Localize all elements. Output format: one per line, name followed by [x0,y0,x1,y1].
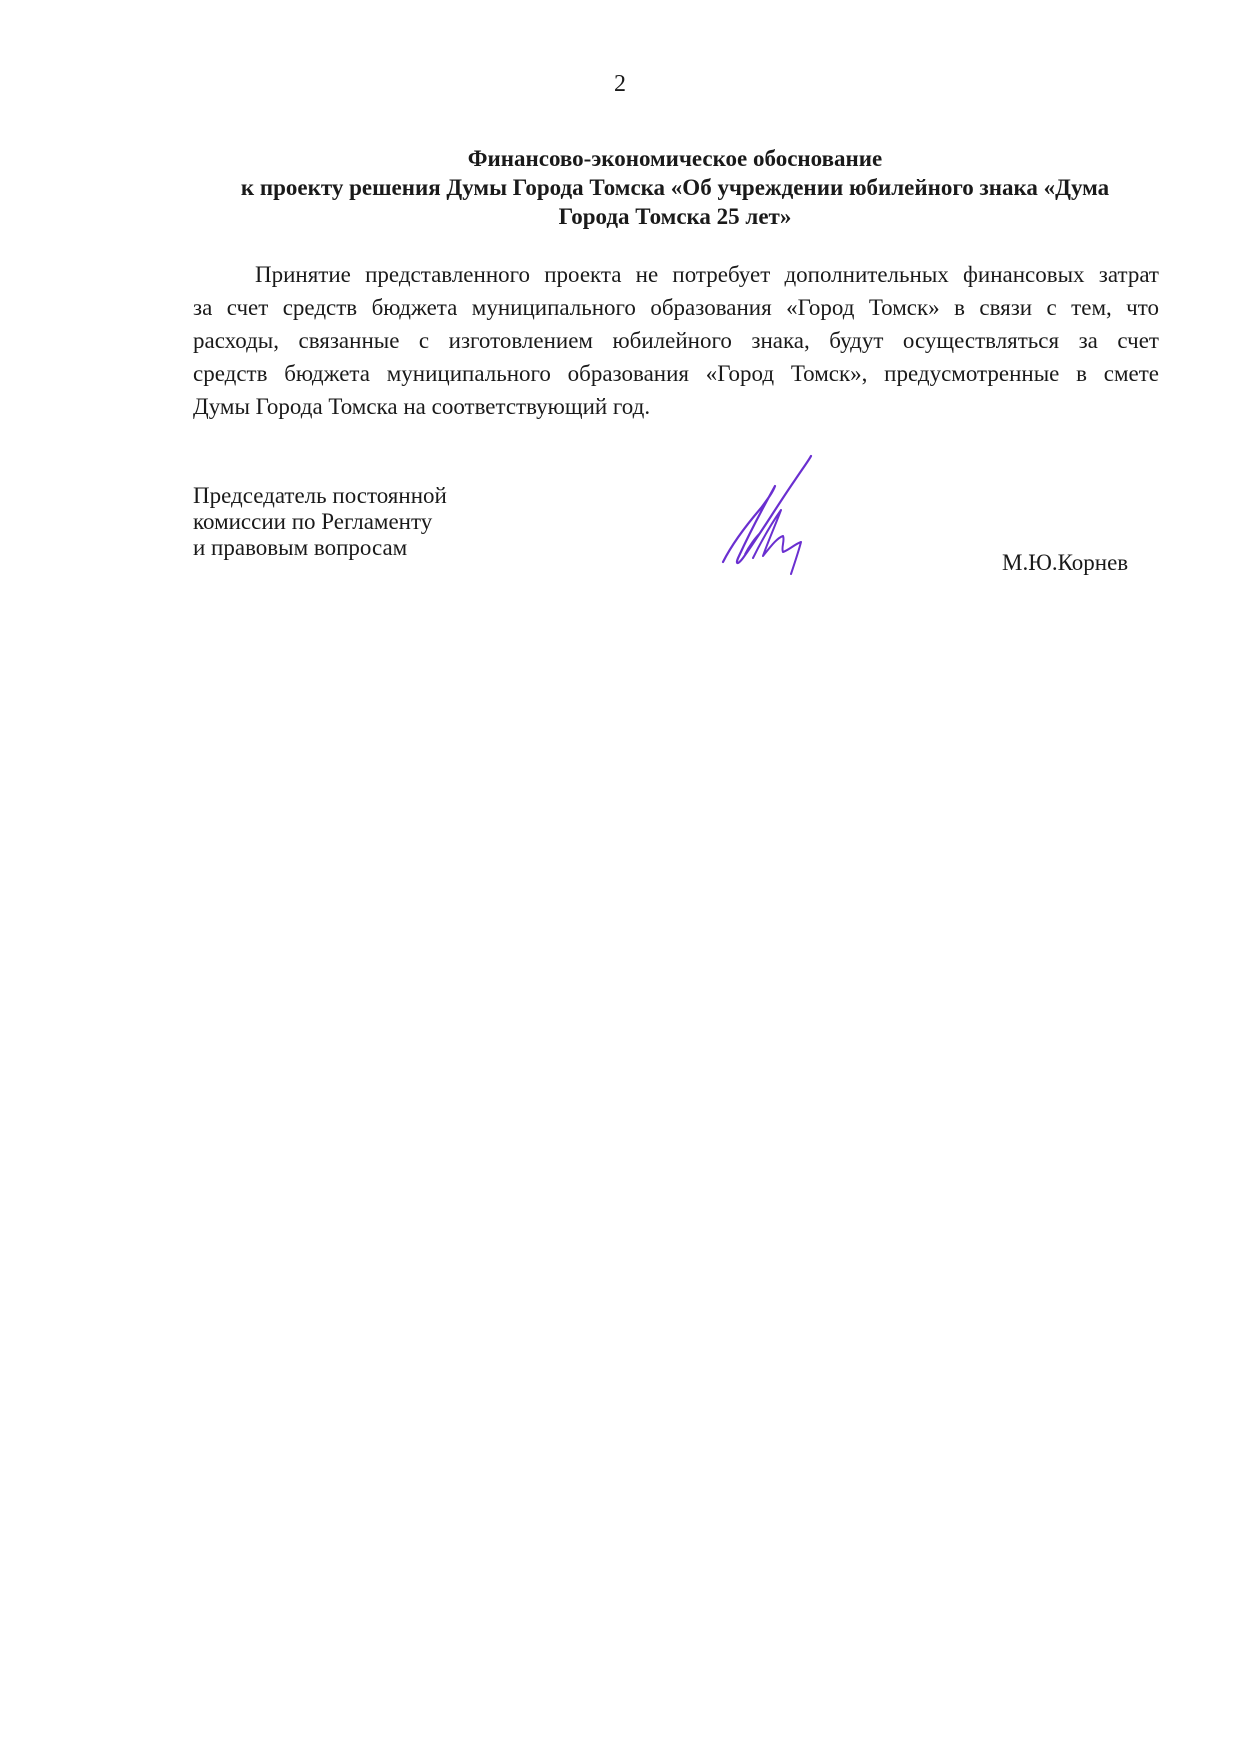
body-line: Думы Города Томска на соответствующий год. [193,394,651,419]
document-title [190,144,1160,231]
signer-position-line: и правовым вопросам [193,535,408,560]
title-line: Города Томска 25 лет» [558,204,792,229]
signer-position-line: Председатель постоянной [193,483,447,508]
signature-strokes [723,456,811,574]
body-line: средств бюджета муниципального образования «Город Томск», предусмотренные в смете [193,361,1159,386]
body-paragraph [193,258,1159,423]
title-line: к проекту решения Думы Города Томска «Об учреждении юбилейного знака «Дума [240,175,1110,200]
page-number: 2 [614,71,626,97]
signer-position-line: комиссии по Регламенту [193,509,433,534]
signer-name: М.Ю.Корнев [1002,550,1129,575]
body-line: расходы, связанные с изготовлением юбилейного знака, будут осуществляться за счет [193,328,1159,353]
handwritten-signature [715,450,835,580]
body-line: за счет средств бюджета муниципального образования «Город Томск» в связи с тем, что [193,295,1159,320]
signer-position [193,483,447,561]
title-line: Финансово-экономическое обоснование [467,146,883,171]
body-line: Принятие представленного проекта не потребует дополнительных финансовых затрат [255,262,1159,287]
